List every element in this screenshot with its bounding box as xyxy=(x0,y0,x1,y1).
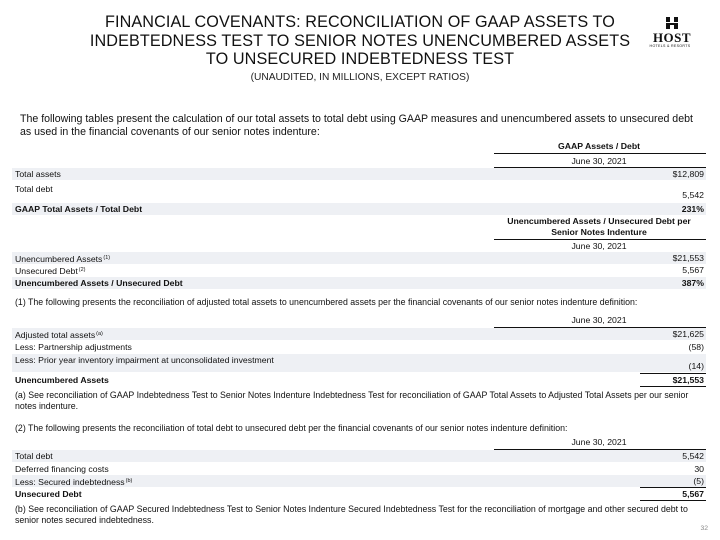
table-row xyxy=(12,264,706,276)
footnote-ref: (b) xyxy=(125,478,133,484)
table-row xyxy=(12,203,706,215)
row-label: Less: Partnership adjustments xyxy=(15,342,132,352)
footnote-ref: (1) xyxy=(103,255,111,261)
row-label xyxy=(15,328,103,341)
note2-total-top-rule xyxy=(640,487,706,488)
table-row xyxy=(12,463,706,475)
page-subtitle: (UNAUDITED, IN MILLIONS, EXCEPT RATIOS) xyxy=(250,72,470,83)
table1-heading: GAAP Assets / Debt xyxy=(557,141,641,151)
row-label: Less: Prior year inventory impairment at unconsolidated investment xyxy=(15,355,274,365)
logo-name: HOST xyxy=(652,30,692,45)
note2-period: June 30, 2021 xyxy=(571,437,627,447)
row-value: $21,553 xyxy=(672,253,704,263)
table-row xyxy=(12,277,706,289)
table2-heading xyxy=(494,216,704,238)
note1-period: June 30, 2021 xyxy=(571,315,627,325)
table2-heading-rule xyxy=(494,239,706,240)
note1-total-top-rule xyxy=(640,373,706,374)
note1-footnote: (a) See reconciliation of GAAP Indebtedness Test to Senior Notes Indenture Indebtedness Test for reconciliation of GAAP Total Assets to Adjusted Total Assets per our senior notes indenture. xyxy=(15,390,689,411)
row-value: 231% xyxy=(681,204,704,214)
row-label: Deferred financing costs xyxy=(15,464,109,474)
table-row xyxy=(12,168,706,180)
title-line-2: INDEBTEDNESS TEST TO SENIOR NOTES UNENCUMBERED ASSETS xyxy=(89,31,631,50)
note2-intro: (2) The following presents the reconciliation of total debt to unsecured debt per the financial covenants of our senior notes indenture definition: xyxy=(15,423,568,433)
note2-footnote: (b) See reconciliation of GAAP Secured Indebtedness Test to Senior Notes Indenture Secured Indebtedness Test for the reconciliation of mortgage and other secured debt to senior notes secured indebtedness. xyxy=(15,504,688,525)
row-value: $12,809 xyxy=(672,169,704,179)
row-label: Total assets xyxy=(15,169,61,179)
row-label: GAAP Total Assets / Total Debt xyxy=(15,204,143,214)
row-label-text: Adjusted total assets xyxy=(15,330,96,340)
table-row xyxy=(12,183,706,201)
page-title xyxy=(80,13,640,69)
row-label-text: Unencumbered Assets xyxy=(15,254,103,264)
note1-total-bottom-rule xyxy=(640,386,706,387)
table-row xyxy=(12,374,706,386)
row-value: 5,567 xyxy=(682,489,704,499)
host-logo-mark-icon xyxy=(665,16,679,30)
row-value: (14) xyxy=(688,361,704,371)
table2-period: June 30, 2021 xyxy=(571,241,627,251)
table1-period: June 30, 2021 xyxy=(571,156,627,166)
row-label xyxy=(15,264,86,277)
table-row xyxy=(12,475,706,487)
table-row xyxy=(12,252,706,264)
table1-heading-rule xyxy=(494,153,706,154)
row-label: Unencumbered Assets / Unsecured Debt xyxy=(15,278,183,288)
row-label: Unsecured Debt xyxy=(15,489,82,499)
table2-heading-line-1: Unencumbered Assets / Unsecured Debt per xyxy=(507,216,691,226)
row-value: $21,625 xyxy=(672,329,704,339)
row-value: (5) xyxy=(693,476,704,486)
table-row xyxy=(12,341,706,353)
title-line-3: TO UNSECURED INDEBTEDNESS TEST xyxy=(205,50,515,68)
footnote-ref: (2) xyxy=(78,267,86,273)
note2-total-bottom-rule xyxy=(640,500,706,501)
row-value: 30 xyxy=(694,464,704,474)
table-row xyxy=(12,488,706,500)
note1-intro: (1) The following presents the reconciliation of adjusted total assets to unencumbered assets per the financial covenants of our senior notes indenture definition: xyxy=(15,297,638,307)
row-value: 5,567 xyxy=(682,265,704,275)
logo-tagline: HOTELS & RESORTS xyxy=(649,44,691,48)
table2-heading-line-2: Senior Notes Indenture xyxy=(551,227,647,237)
row-value: 387% xyxy=(681,278,704,288)
row-label-text: Less: Secured indebtedness xyxy=(15,477,125,487)
footnote-ref: (a) xyxy=(96,331,103,337)
title-line-1: FINANCIAL COVENANTS: RECONCILIATION OF GAAP ASSETS TO xyxy=(105,13,615,31)
host-logo xyxy=(649,16,692,49)
row-label-text: Unsecured Debt xyxy=(15,266,78,276)
row-label xyxy=(15,475,132,488)
table-row xyxy=(12,354,706,372)
table-row xyxy=(12,328,706,340)
row-label: Total debt xyxy=(15,184,53,194)
row-value: 5,542 xyxy=(682,190,704,200)
row-value: $21,553 xyxy=(672,375,704,385)
table-row xyxy=(12,450,706,462)
page-number: 32 xyxy=(700,525,708,532)
row-value: 5,542 xyxy=(682,451,704,461)
row-label: Unencumbered Assets xyxy=(15,375,109,385)
intro-paragraph: The following tables present the calculation of our total assets to total debt using GAAP measures and unencumbered assets to unsecured debt as used in the financial covenants of our senior notes indenture: xyxy=(20,113,693,138)
row-value: (58) xyxy=(688,342,704,352)
row-label: Total debt xyxy=(15,451,53,461)
